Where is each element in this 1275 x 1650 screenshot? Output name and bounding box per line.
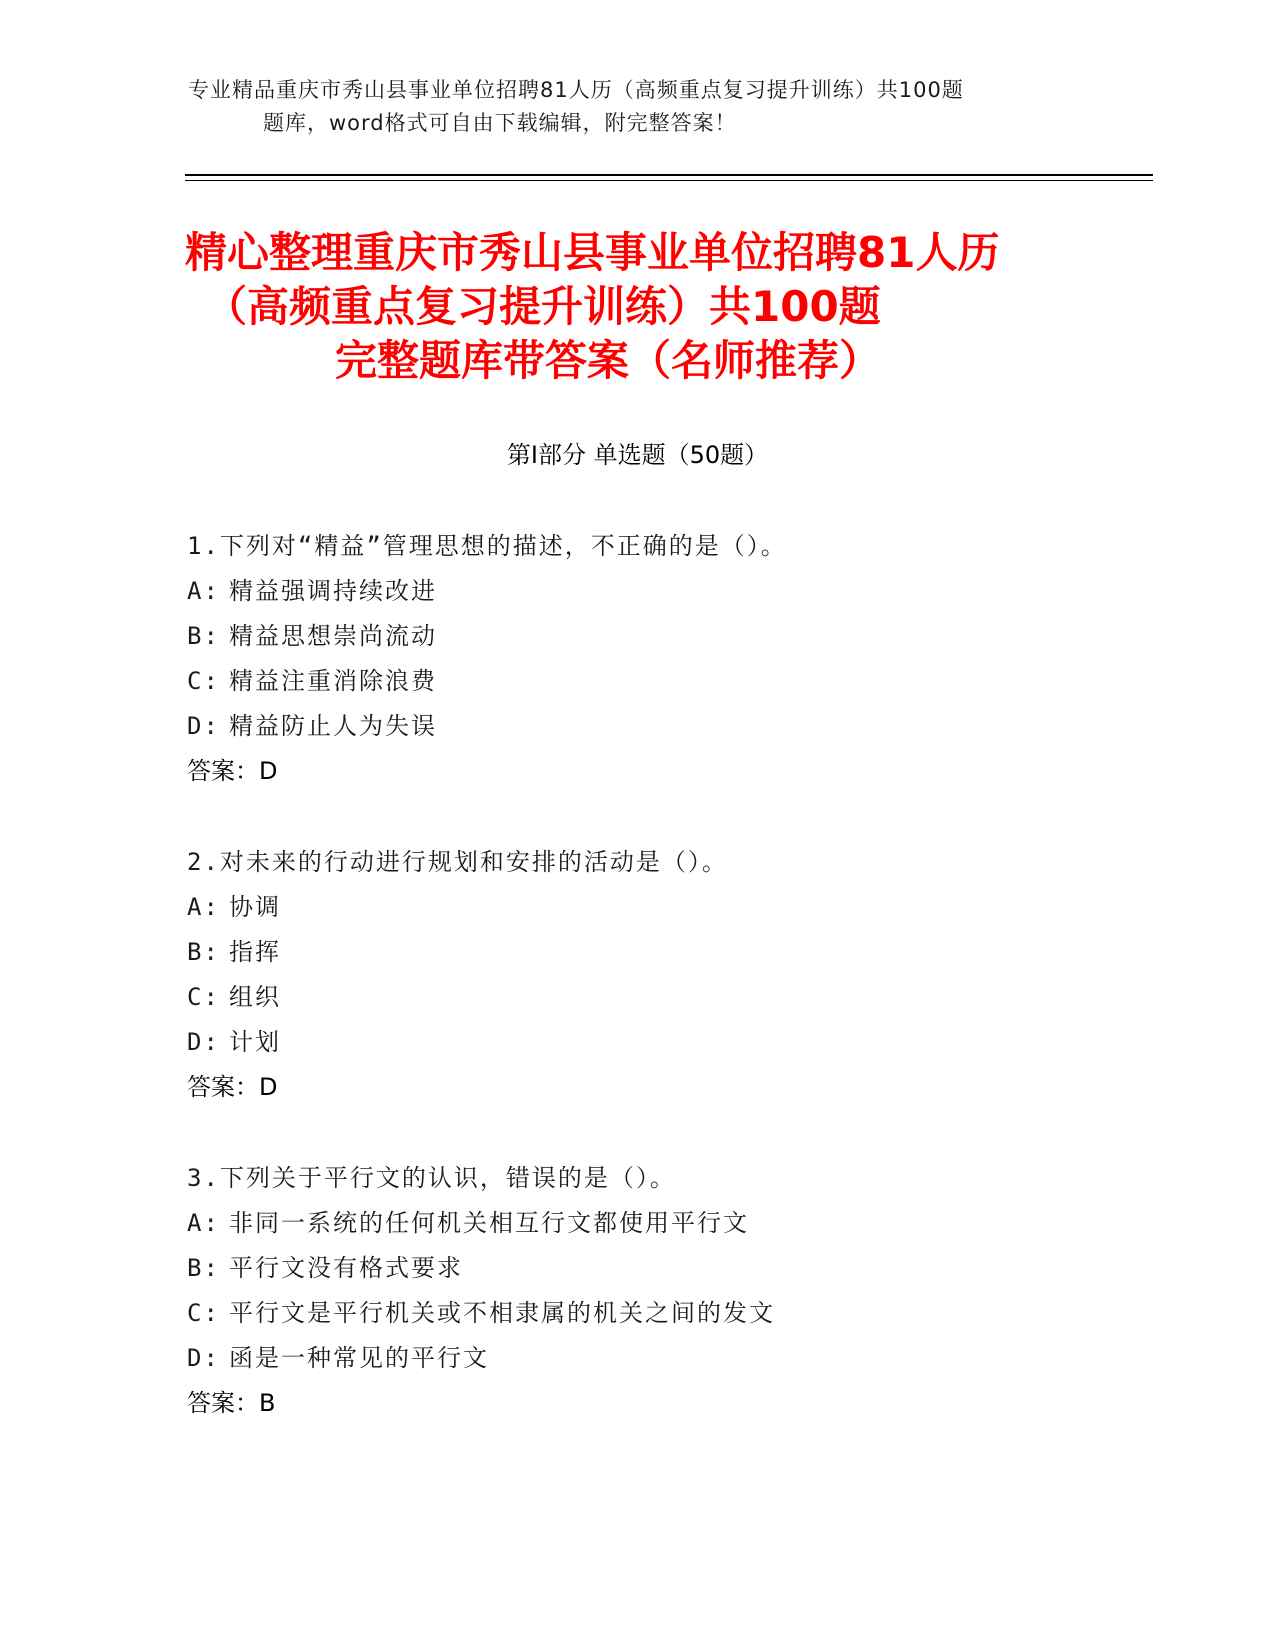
option-key: C:: [187, 1299, 220, 1327]
option-text: 平行文是平行机关或不相隶属的机关之间的发文: [229, 1299, 775, 1327]
option-text: 组织: [229, 983, 281, 1011]
option-b: [187, 614, 1137, 659]
option-d: [187, 1336, 1137, 1381]
option-c: [187, 975, 1137, 1020]
option-key: C:: [187, 983, 220, 1011]
answer-line: 答案：D: [187, 1073, 278, 1101]
option-key: D:: [187, 712, 220, 740]
answer-line: 答案：D: [187, 757, 278, 785]
option-text: 精益注重消除浪费: [229, 667, 437, 695]
option-key: D:: [187, 1028, 220, 1056]
header-rule-thin: [185, 180, 1153, 181]
option-key: C:: [187, 667, 220, 695]
option-a: [187, 885, 1137, 930]
title-line1: 精心整理重庆市秀山县事业单位招聘81人历: [185, 228, 1000, 277]
header-note: [188, 74, 1088, 140]
question-1: [187, 524, 1137, 794]
option-a: [187, 569, 1137, 614]
question-3: [187, 1156, 1137, 1426]
option-text: 非同一系统的任何机关相互行文都使用平行文: [229, 1209, 749, 1237]
option-text: 协调: [229, 893, 281, 921]
option-key: D:: [187, 1344, 220, 1372]
option-key: A:: [187, 577, 220, 605]
document-title: [185, 226, 1155, 388]
option-b: [187, 1246, 1137, 1291]
option-d: [187, 704, 1137, 749]
option-text: 精益防止人为失误: [229, 712, 437, 740]
option-text: 精益强调持续改进: [229, 577, 437, 605]
question-2: [187, 840, 1137, 1110]
question-stem: 2.对未来的行动进行规划和安排的活动是（）。: [187, 848, 728, 876]
option-key: B:: [187, 1254, 220, 1282]
option-key: B:: [187, 938, 220, 966]
option-c: [187, 1291, 1137, 1336]
option-d: [187, 1020, 1137, 1065]
option-text: 函是一种常见的平行文: [229, 1344, 489, 1372]
title-line3: 完整题库带答案（名师推荐）: [335, 336, 882, 385]
option-key: B:: [187, 622, 220, 650]
header-note-line1: 专业精品重庆市秀山县事业单位招聘81人历（高频重点复习提升训练）共100题: [188, 78, 964, 102]
header-rule-thick: [185, 174, 1153, 176]
option-c: [187, 659, 1137, 704]
question-stem: 1.下列对“精益”管理思想的描述，不正确的是（）。: [187, 532, 787, 560]
question-list: [187, 524, 1137, 1472]
option-text: 精益思想崇尚流动: [229, 622, 437, 650]
option-text: 平行文没有格式要求: [229, 1254, 463, 1282]
option-b: [187, 930, 1137, 975]
option-text: 指挥: [229, 938, 281, 966]
option-key: A:: [187, 1209, 220, 1237]
title-line2: （高频重点复习提升训练）共100题: [205, 282, 881, 331]
section-title: 第Ⅰ部分 单选题（50题）: [506, 441, 769, 469]
option-key: A:: [187, 893, 220, 921]
question-stem: 3.下列关于平行文的认识，错误的是（）。: [187, 1164, 676, 1192]
header-note-line2: 题库，word格式可自由下载编辑，附完整答案！: [263, 111, 737, 135]
answer-line: 答案：B: [187, 1389, 276, 1417]
option-a: [187, 1201, 1137, 1246]
option-text: 计划: [229, 1028, 281, 1056]
